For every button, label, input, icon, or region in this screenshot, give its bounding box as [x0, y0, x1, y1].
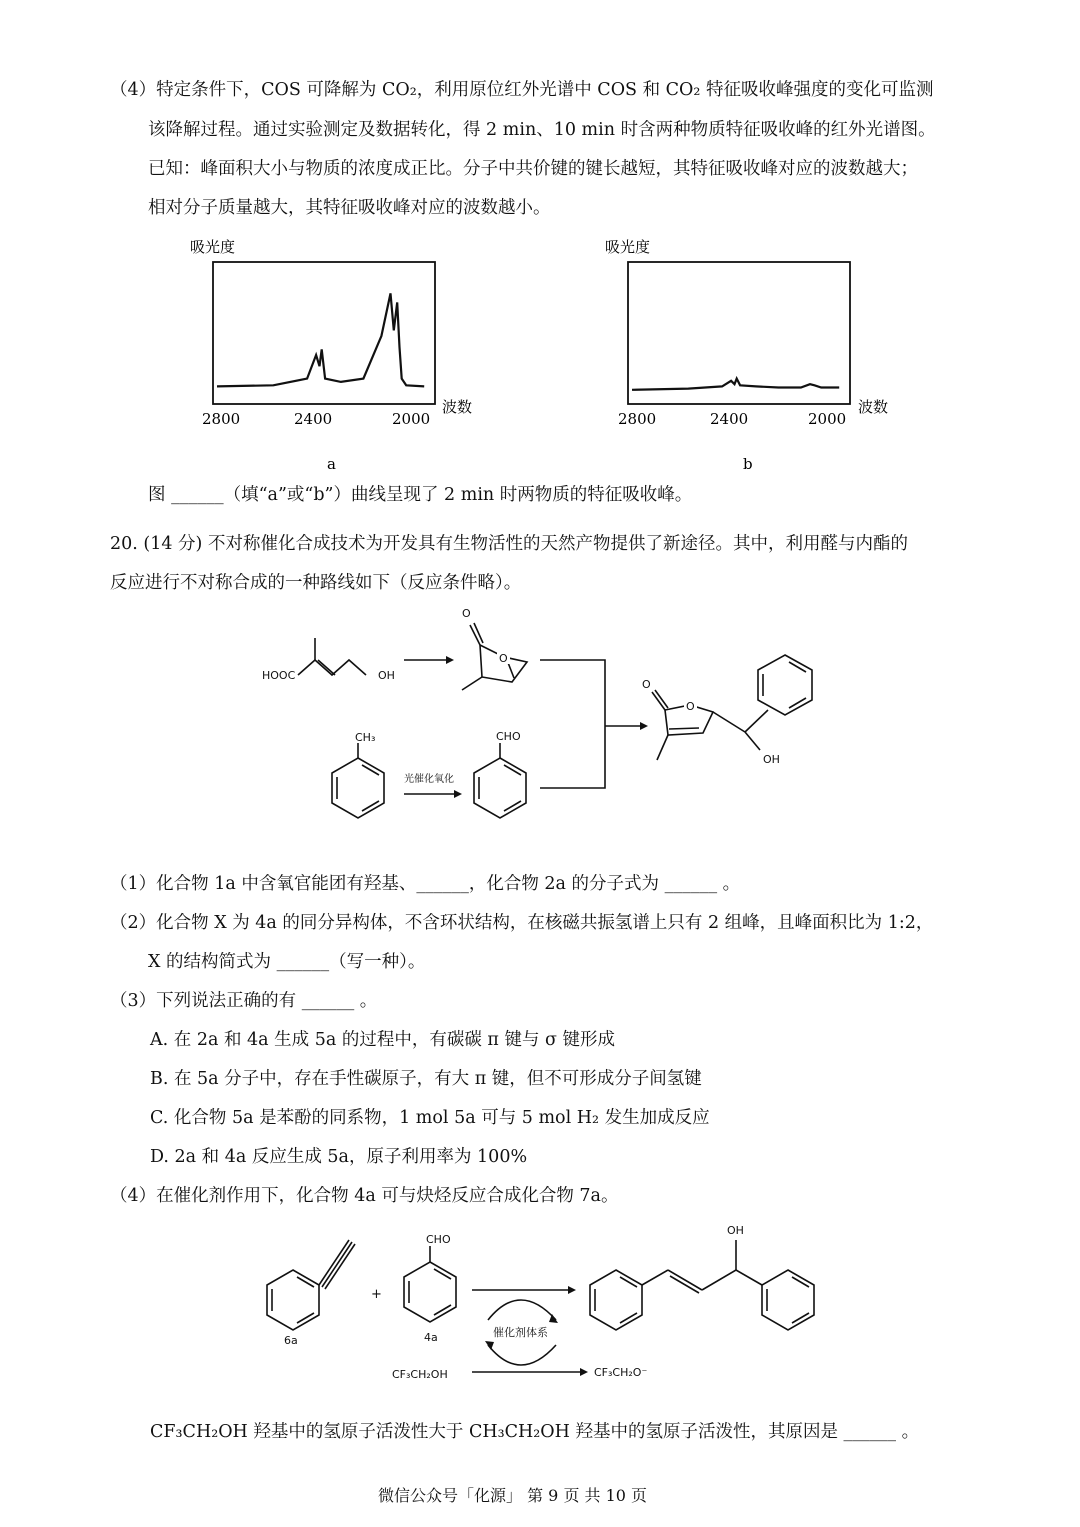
ir-charts [0, 230, 1080, 480]
merge-bracket [540, 660, 605, 788]
chart-b-tick-2800: 2800 [618, 410, 657, 428]
compound-6a [267, 1240, 355, 1347]
cho-label-2: CHO [426, 1233, 451, 1246]
sub-question-4: （4）在催化剂作用下，化合物 4a 可与炔烃反应合成化合物 7a。 [110, 1186, 619, 1206]
cho-label: CHO [496, 730, 521, 743]
label-4a: 4a [424, 1331, 438, 1344]
cycle-arc-bottom [488, 1345, 556, 1365]
o-label-ring-5a: O [686, 700, 695, 713]
option-d: D. 2a 和 4a 反应生成 5a，原子利用率为 100% [150, 1147, 528, 1167]
chart-b-series-line [632, 379, 839, 390]
plus-sign: + [371, 1287, 382, 1302]
compound-4a [404, 1233, 456, 1344]
q4-line-2: 该降解过程。通过实验测定及数据转化，得 2 min、10 min 时含两种物质特征吸收峰的红外光谱图。 [148, 120, 936, 140]
compound-3a-toluene [332, 731, 384, 818]
chart-b-tick-2400: 2400 [710, 410, 749, 428]
sub-question-2-line-2: X 的结构简式为 ______（写一种）。 [148, 952, 426, 972]
option-a: A. 在 2a 和 4a 生成 5a 的过程中，有碳碳 π 键与 σ 键形成 [150, 1030, 616, 1050]
compound-2a [462, 607, 527, 690]
sub-question-3: （3）下列说法正确的有 ______ 。 [110, 991, 378, 1011]
tfe-anion-label: CF₃CH₂O⁻ [594, 1366, 648, 1379]
o-label-ring-2a: O [499, 652, 508, 665]
synthesis-scheme-1 [0, 600, 1080, 850]
compound-4a-benzaldehyde [474, 730, 526, 818]
compound-7a [590, 1224, 814, 1330]
oh-label-7a: OH [727, 1224, 744, 1237]
compound-5a [642, 655, 812, 766]
label-6a: 6a [284, 1334, 298, 1347]
chart-b [605, 238, 888, 473]
sub-question-2-line-1: （2）化合物 X 为 4a 的同分异构体，不含环状结构，在核磁共振氢谱上只有 2 组峰，且峰面积比为 1:2， [110, 913, 934, 933]
ch3-label: CH₃ [355, 731, 376, 744]
photocatalytic-oxidation-label: 光催化氧化 [404, 774, 454, 785]
hooc-label: HOOC [262, 669, 296, 682]
chart-a-xlabel: 波数 [442, 398, 473, 416]
chart-a [190, 238, 472, 473]
cycle-arc-top [488, 1300, 556, 1320]
chart-a-tick-2400: 2400 [294, 410, 333, 428]
sub-question-1: （1）化合物 1a 中含氧官能团有羟基、______，化合物 2a 的分子式为 ______ 。 [110, 874, 741, 894]
oh-label-1a: OH [378, 669, 395, 682]
o-label-carbonyl-5a: O [642, 678, 651, 691]
chart-a-tick-2000: 2000 [392, 410, 431, 428]
synthesis-scheme-2 [0, 1210, 1080, 1390]
page-footer: 微信公众号「化源」 第 9 页 共 10 页 [378, 1486, 648, 1505]
catalyst-system-label: 催化剂体系 [493, 1326, 548, 1339]
chart-b-xlabel: 波数 [858, 398, 889, 416]
q4-line-1: （4）特定条件下，COS 可降解为 CO₂，利用原位红外光谱中 COS 和 CO₂ 特征吸收峰强度的变化可监测 [110, 80, 934, 100]
tfe-label: CF₃CH₂OH [392, 1368, 448, 1381]
compound-1a [262, 638, 395, 682]
q4-answer-line: 图 ______（填“a”或“b”）曲线呈现了 2 min 时两物质的特征吸收峰。 [148, 485, 693, 505]
chart-b-ylabel: 吸光度 [605, 238, 651, 256]
final-question: CF₃CH₂OH 羟基中的氢原子活泼性大于 CH₃CH₂OH 羟基中的氢原子活泼性，其原因是 ______ 。 [150, 1422, 920, 1442]
option-c: C. 化合物 5a 是苯酚的同系物，1 mol 5a 可与 5 mol H₂ 发生加成反应 [150, 1108, 710, 1128]
chart-a-frame [213, 262, 435, 404]
q20-intro-line-1: 20. (14 分) 不对称催化合成技术为开发具有生物活性的天然产物提供了新途径。其中，利用醛与内酯的 [110, 534, 908, 554]
q4-line-4: 相对分子质量越大，其特征吸收峰对应的波数越小。 [148, 198, 551, 218]
chart-a-series-line [217, 293, 424, 386]
chart-a-panel-label: a [327, 455, 336, 473]
option-b: B. 在 5a 分子中，存在手性碳原子，有大 π 键，但不可形成分子间氢键 [150, 1069, 702, 1089]
oh-label-5a: OH [763, 753, 780, 766]
o-label-carbonyl-2a: O [462, 607, 471, 620]
chart-a-tick-2800: 2800 [202, 410, 241, 428]
q20-intro-line-2: 反应进行不对称合成的一种路线如下（反应条件略）。 [110, 573, 522, 593]
chart-b-panel-label: b [743, 455, 753, 473]
chart-b-tick-2000: 2000 [808, 410, 847, 428]
q4-line-3: 已知：峰面积大小与物质的浓度成正比。分子中共价键的键长越短，其特征吸收峰对应的波数越大； [148, 159, 918, 179]
chart-a-ylabel: 吸光度 [190, 238, 236, 256]
